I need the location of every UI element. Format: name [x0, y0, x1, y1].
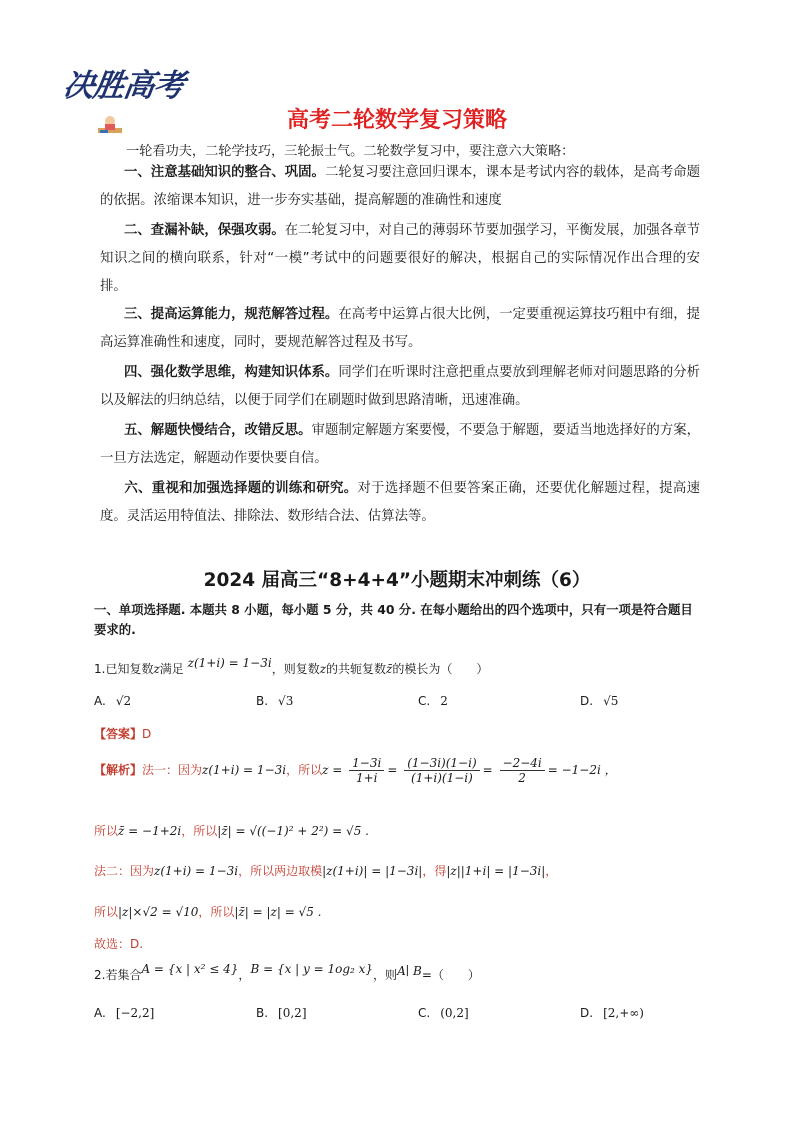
q1-analysis-line3: 法二：因为z(1+i) = 1−3i，所以两边取模|z(1+i)| = |1−3i|，得|z||1+i| = |1−3i|， [94, 864, 558, 878]
q1-choice-d[interactable]: D. √5 [580, 694, 619, 708]
page-title: 高考二轮数学复习策略 [286, 108, 507, 133]
strategy-4 [100, 359, 700, 415]
strategy-6-text: 对于选择题不但要答案正确，还要优化解题过程，提高速度。灵活运用特值法、排除法、数形结合法、估算法等。 [100, 481, 701, 524]
q1-choice-c[interactable]: C. 2 [418, 694, 448, 708]
question-1-stem: 1.已知复数z满足 z(1+i) = 1−3i，则复数z的共轭复数z̄的模长为（ ） [94, 656, 489, 676]
q1-answer: 【答案】D [94, 727, 152, 741]
instructions: 一、单项选择题. 本题共 8 小题，每小题 5 分，共 40 分. 在每小题给出的四个选项中，只有一项是符合题目要求的. [94, 602, 693, 637]
q1-analysis-line2: 所以z̄ = −1+2i，所以|z̄| = √((−1)² + 2²) = √5 . [94, 824, 369, 838]
strategy-5-heading: 五、解题快慢结合，改错反思。 [124, 423, 312, 438]
strategy-5 [100, 417, 700, 473]
strategy-2 [100, 217, 700, 301]
section-title: 2024 届高三“8+4+4”小题期末冲刺练（6） [203, 570, 591, 591]
strategy-4-text: 同学们在听课时注意把重点要放到理解老师对问题思路的分析以及解法的归纳总结，以便于同学们在刷题时做到思路清晰，迅速准确。 [100, 365, 701, 408]
intro-line: 一轮看功夫，二轮学技巧，三轮振士气。二轮数学复习中，要注意六大策略： [126, 144, 575, 159]
logo-text: 决胜高考 [60, 68, 187, 104]
strategy-1-text: 二轮复习要注意回归课本，课本是考试内容的载体，是高考命题的依据。浓缩课本知识，进一步夯实基础，提高解题的准确性和速度 [100, 165, 701, 208]
question-2-stem: 2.若集合A = {x | x² ≤ 4}，B = {x | y = 1og₂ x}，则A∣ B=（ ） [94, 962, 480, 982]
strategy-1-heading: 一、注意基础知识的整合、巩固。 [124, 165, 325, 180]
strategy-5-text: 审题制定解题方案要慢，不要急于解题，要适当地选择好的方案，一旦方法选定，解题动作要快要自信。 [100, 423, 701, 466]
q2-choice-b[interactable]: B. [0,2] [256, 1006, 307, 1020]
strategy-3-heading: 三、提高运算能力，规范解答过程。 [124, 307, 339, 322]
strategy-1 [100, 159, 700, 215]
strategy-4-heading: 四、强化数学思维，构建知识体系。 [124, 365, 339, 380]
q2-choice-c[interactable]: C. (0,2] [418, 1006, 469, 1020]
q1-analysis-line4: 所以|z|×√2 = √10，所以|z̄| = |z| = √5 . [94, 905, 322, 919]
strategy-3-text: 在高考中运算占很大比例，一定要重视运算技巧粗中有细，提高运算准确性和速度，同时，要规范解答过程及书写。 [100, 307, 701, 350]
strategy-2-text: 在二轮复习中，对自己的薄弱环节要加强学习，平衡发展，加强各章节知识之间的横向联系，针对“一模”考试中的问题要很好的解决，根据自己的实际情况作出合理的安排。 [100, 223, 700, 294]
strategy-6 [100, 475, 700, 531]
strategy-2-heading: 二、查漏补缺，保强攻弱。 [124, 223, 285, 238]
q1-choice-a[interactable]: A. √2 [94, 694, 132, 708]
q1-conclusion: 故选：D. [94, 937, 144, 951]
q2-choice-a[interactable]: A. [−2,2] [94, 1006, 155, 1020]
q1-equation: z(1+i) = 1−3i [187, 656, 272, 670]
q1-analysis-line1: 【解析】法一：因为z(1+i) = 1−3i，所以z = $\frac{1-3i}{1+i}$ = $\frac{(1-3i)(1-i)}{(1+i)(1-i)}$ = $\frac{-2-4i}{2}$ = −1−2i ， [94, 756, 617, 785]
q2-choice-d[interactable]: D. [2,+∞) [580, 1006, 644, 1020]
q1-choice-b[interactable]: B. √3 [256, 694, 294, 708]
strategy-6-heading: 六、重视和加强选择题的训练和研究。 [124, 481, 358, 496]
strategy-3 [100, 301, 700, 357]
